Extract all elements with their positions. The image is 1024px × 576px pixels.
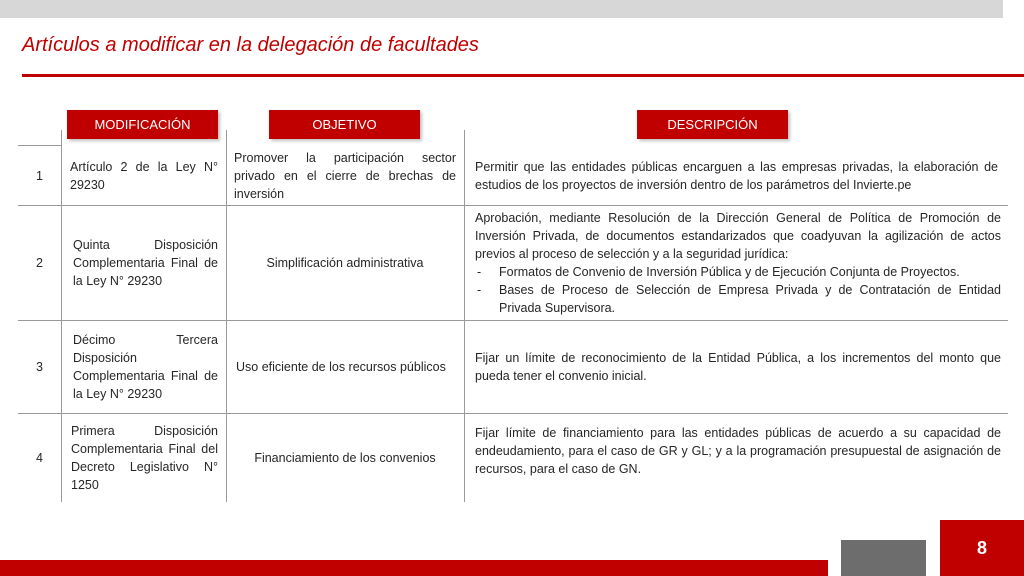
list-item: - Formatos de Convenio de Inversión Pública y de Ejecución Conjunta de Proyectos.: [475, 263, 1001, 281]
header-descripcion: DESCRIPCIÓN: [637, 110, 788, 139]
cell-text: Décimo Tercera Disposición Complementaria Final de la Ley N° 29230: [73, 333, 218, 401]
table-cell-objetivo: [234, 414, 456, 502]
table-row-number: 2: [36, 256, 43, 270]
table-cell-modificacion: [73, 321, 218, 413]
cell-text: Artículo 2 de la Ley N° 29230: [70, 159, 218, 192]
description-list: [475, 263, 1001, 317]
table-row-number: 3: [36, 360, 43, 374]
cell-text: Fijar límite de financiamiento para las entidades públicas de acuerdo a su capacidad de endeudamiento, para el caso de GR y GL; y a la programación presupuestal de asignación de recursos, para el caso de GN.: [475, 426, 1001, 476]
table-cell-descripcion: [475, 321, 1001, 413]
column-divider: [226, 130, 227, 502]
table-cell-modificacion: [70, 146, 218, 205]
top-band: [0, 0, 1024, 18]
cell-text: Promover la participación sector privado en el cierre de brechas de inversión: [234, 150, 456, 201]
title-underline: [22, 74, 1024, 77]
cell-text: Aprobación, mediante Resolución de la Dirección General de Política de Promoción de Inversión Privada, de documentos estandarizados que coadyuvan la agilización de actos previos al proceso de selección y a la seguridad jurídica:: [475, 211, 1001, 261]
slide-title: Artículos a modificar en la delegación de facultades: [22, 34, 479, 56]
table-row-number: 1: [36, 168, 43, 183]
header-objetivo: OBJETIVO: [269, 110, 420, 139]
table-cell-modificacion: [73, 206, 218, 320]
cell-text: Quinta Disposición Complementaria Final de la Ley N° 29230: [73, 238, 218, 288]
list-item: - Bases de Proceso de Selección de Empresa Privada y de Contratación de Entidad Privada Supervisora.: [475, 281, 1001, 317]
column-divider: [61, 130, 62, 502]
cell-text: Simplificación administrativa: [266, 256, 424, 270]
top-band-corner: [1003, 0, 1024, 18]
table-cell-descripcion: [475, 414, 1001, 502]
cell-text: Primera Disposición Complementaria Final del Decreto Legislativo N° 1250: [71, 424, 218, 492]
cell-text: Fijar un límite de reconocimiento de la Entidad Pública, a los incrementos del monto que pueda tener el convenio inicial.: [475, 351, 1001, 383]
table-cell-modificacion: [71, 414, 218, 502]
table-row-number: 4: [36, 451, 43, 465]
footer-bar: [0, 560, 828, 576]
table-cell-objetivo: [236, 321, 450, 413]
page-number: 8: [940, 520, 1024, 576]
table-cell-descripcion: [475, 146, 998, 205]
cell-text: Financiamiento de los convenios: [254, 451, 436, 465]
table-cell-descripcion: [475, 206, 1001, 320]
footer-grey-block: [841, 540, 926, 576]
table-cell-objetivo: [234, 206, 456, 320]
table-cell-objetivo: [234, 146, 456, 205]
cell-text: Uso eficiente de los recursos públicos: [236, 360, 446, 374]
column-divider: [464, 130, 465, 502]
cell-text: Permitir que las entidades públicas encarguen a las empresas privadas, la elaboración de estudios de los proyectos de inversión dentro de los parámetros del Invierte.pe: [475, 159, 998, 192]
header-modificacion: MODIFICACIÓN: [67, 110, 218, 139]
